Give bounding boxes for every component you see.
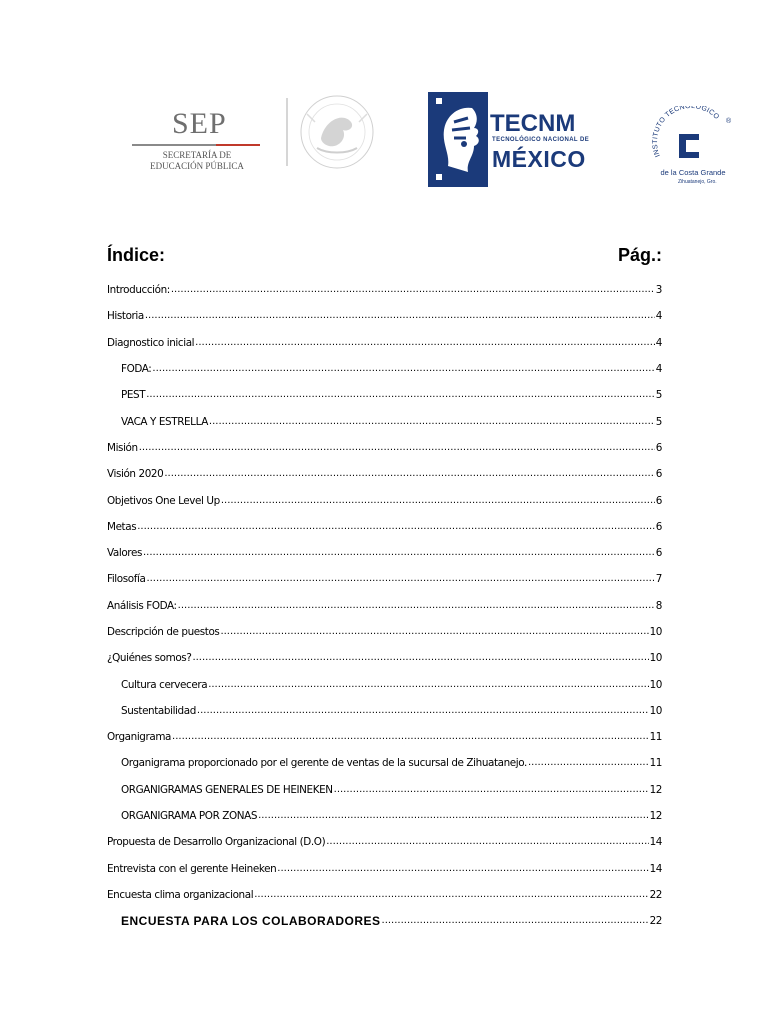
toc-entry[interactable]	[107, 645, 662, 671]
toc-leader-dots	[326, 835, 648, 849]
toc-leader-dots	[139, 441, 655, 455]
toc-subentry[interactable]	[107, 356, 662, 382]
toc-leader-dots	[209, 415, 655, 429]
toc-leader-dots	[277, 862, 648, 876]
toc-entry-page: 4	[655, 310, 662, 323]
header-logos	[0, 80, 768, 200]
toc-leader-dots	[254, 888, 648, 902]
sep-logo-rule	[132, 144, 260, 146]
toc-entry-label: Sustentabilidad	[121, 704, 196, 717]
page-column-header: Pág.:	[617, 245, 662, 265]
index-title: Índice:	[107, 245, 166, 265]
toc-leader-dots	[164, 467, 654, 481]
toc-subentry[interactable]	[107, 777, 662, 803]
toc-leader-dots	[208, 678, 648, 692]
sep-logo-subtitle	[132, 150, 262, 172]
toc-entry[interactable]	[107, 593, 662, 619]
toc-leader-dots	[197, 704, 649, 718]
toc-subentry[interactable]	[107, 671, 662, 697]
toc-entry-label: Historia	[107, 310, 144, 323]
toc-leader-dots	[145, 309, 655, 323]
toc-entry-label: Metas	[107, 520, 137, 533]
toc-leader-dots	[382, 914, 649, 928]
toc-entry-page: 11	[649, 731, 662, 744]
toc-entry-label: ORGANIGRAMA POR ZONAS	[121, 810, 258, 823]
toc-entry[interactable]	[107, 829, 662, 855]
svg-text:®: ®	[726, 118, 732, 125]
toc-entry-page: 5	[655, 389, 662, 402]
sep-logo-title: SEP	[172, 107, 227, 140]
toc-entry-page: 7	[655, 573, 662, 586]
toc-subentry[interactable]	[107, 408, 662, 434]
toc-entry-page: 10	[649, 678, 662, 691]
mexico-seal-logo	[285, 92, 381, 172]
toc-entry-label: Organigrama	[107, 731, 172, 744]
toc-entry-label: Valores	[107, 547, 142, 560]
tecnm-logo-name: TECNM	[490, 110, 576, 137]
toc-entry-label: Introducción:	[107, 284, 170, 297]
toc-entry-page: 22	[649, 915, 662, 928]
toc-leader-dots	[146, 388, 655, 402]
toc-entry-label: ENCUESTA PARA LOS COLABORADORES	[121, 914, 381, 929]
toc-entry-page: 14	[649, 836, 662, 849]
toc-entry-page: 10	[649, 652, 662, 665]
toc-entry-page: 10	[649, 626, 662, 638]
toc-subentry[interactable]	[107, 698, 662, 724]
toc-entry-page: 4	[655, 336, 662, 349]
toc-entry-label: Misión	[107, 441, 138, 454]
toc-entry-label: Descripción de puestos	[107, 626, 220, 638]
toc-entry-label: Análisis FODA:	[107, 599, 177, 612]
itcg-logo	[650, 106, 736, 192]
toc-entry-label: Propuesta de Desarrollo Organizacional (D.O)	[107, 836, 326, 849]
toc-leader-dots	[172, 730, 649, 744]
toc-entry-page: 3	[655, 284, 662, 297]
toc-entry-page: 6	[655, 441, 662, 454]
toc-leader-dots	[152, 362, 654, 376]
toc-entry-page: 22	[649, 888, 662, 901]
table-of-contents	[107, 277, 662, 934]
toc-entry[interactable]	[107, 277, 662, 303]
toc-entry-label: Diagnostico inicial	[107, 336, 195, 349]
toc-entry-page: 12	[649, 783, 662, 796]
toc-entry-label: Entrevista con el gerente Heineken	[107, 862, 277, 875]
toc-leader-dots	[178, 599, 655, 613]
toc-leader-dots	[258, 809, 649, 823]
itcg-logo-city: Zihuatanejo, Gro.	[678, 179, 717, 185]
toc-leader-dots	[528, 756, 649, 770]
toc-entry[interactable]	[107, 724, 662, 750]
toc-subentry[interactable]	[107, 382, 662, 408]
toc-subentry[interactable]	[107, 803, 662, 829]
toc-entry-page: 4	[655, 363, 662, 376]
toc-leader-dots	[334, 783, 649, 797]
toc-entry[interactable]	[107, 330, 662, 356]
index-header	[107, 243, 662, 267]
sep-logo-subtitle-line1: SECRETARÍA DE	[162, 150, 232, 160]
toc-entry-label: Organigrama proporcionado por el gerente de ventas de la sucursal de Zihuatanejo.	[121, 757, 527, 770]
itcg-logo-place: de la Costa Grande	[660, 168, 726, 177]
toc-entry[interactable]	[107, 303, 662, 329]
toc-entry[interactable]	[107, 856, 662, 882]
toc-entry[interactable]	[107, 882, 662, 908]
toc-leader-dots	[220, 625, 648, 639]
toc-entry-page: 12	[649, 810, 662, 823]
toc-leader-dots	[146, 572, 654, 586]
tecnm-logo-subtitle: TECNOLÓGICO NACIONAL DE	[492, 137, 590, 143]
toc-entry-label: Filosofía	[107, 573, 146, 586]
toc-entry-label: Visión 2020	[107, 468, 164, 481]
svg-text:INSTITUTO TECNOLÓGICO: INSTITUTO TECNOLÓGICO	[651, 106, 721, 158]
tecnm-logo-country: MÉXICO	[492, 146, 586, 172]
toc-subentry[interactable]	[107, 750, 662, 776]
toc-entry-page: 5	[655, 415, 662, 428]
toc-entry[interactable]	[107, 540, 662, 566]
toc-leader-dots	[143, 546, 655, 560]
toc-entry[interactable]	[107, 514, 662, 540]
toc-entry-page: 6	[655, 468, 662, 481]
toc-entry-label: PEST	[121, 389, 146, 402]
toc-leader-dots	[221, 494, 655, 508]
toc-leader-dots	[171, 283, 655, 297]
toc-entry-page: 14	[649, 862, 662, 875]
sep-logo-subtitle-line2: EDUCACIÓN PÚBLICA	[150, 161, 244, 171]
toc-entry-page: 10	[649, 704, 662, 717]
toc-entry-label: Encuesta clima organizacional	[107, 888, 254, 901]
toc-entry-label: Cultura cervecera	[121, 678, 208, 691]
toc-entry-label: Objetivos One Level Up	[107, 494, 220, 507]
tecnm-emblem-icon	[428, 92, 488, 187]
toc-entry-label: FODA:	[121, 363, 152, 376]
toc-entry-page: 11	[649, 757, 662, 770]
toc-subentry[interactable]	[107, 908, 662, 934]
toc-leader-dots	[137, 520, 655, 534]
toc-entry[interactable]	[107, 566, 662, 592]
toc-entry-page: 6	[655, 494, 662, 507]
toc-entry-label: ¿Quiénes somos?	[107, 652, 192, 665]
toc-entry[interactable]	[107, 435, 662, 461]
toc-entry-page: 6	[655, 520, 662, 533]
toc-entry-page: 8	[655, 599, 662, 612]
tecnm-logo	[428, 92, 590, 187]
toc-leader-dots	[192, 651, 648, 665]
sep-logo	[132, 107, 262, 171]
toc-entry[interactable]	[107, 619, 662, 645]
toc-entry-label: VACA Y ESTRELLA	[121, 415, 208, 428]
toc-entry-page: 6	[655, 547, 662, 560]
toc-entry[interactable]	[107, 487, 662, 513]
toc-entry[interactable]	[107, 461, 662, 487]
toc-leader-dots	[195, 336, 655, 350]
toc-entry-label: ORGANIGRAMAS GENERALES DE HEINEKEN	[121, 783, 333, 796]
